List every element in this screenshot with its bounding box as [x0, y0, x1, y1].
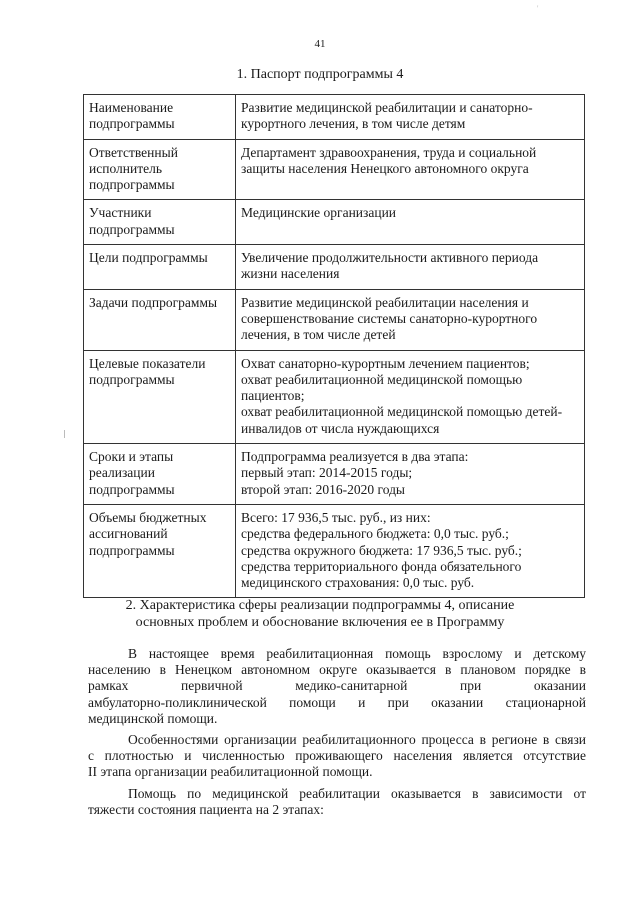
passport-label-line: подпрограммы	[89, 481, 175, 497]
passport-value-line: Подпрограмма реализуется в два этапа:	[241, 449, 469, 465]
passport-value-cell	[236, 289, 585, 350]
passport-value-cell	[236, 245, 585, 290]
passport-row	[84, 139, 585, 200]
passport-value-line: совершенствование системы санаторно-курортного	[241, 310, 538, 326]
passport-value-line: средства территориального фонда обязательного	[241, 558, 522, 574]
passport-table	[83, 94, 585, 598]
passport-label-cell	[84, 245, 236, 290]
passport-label-line: ассигнований	[89, 526, 168, 542]
passport-value-cell	[236, 444, 585, 505]
passport-row	[84, 95, 585, 140]
passport-value-line: защиты населения Ненецкого автономного округа	[241, 160, 529, 176]
passport-value-line: средства окружного бюджета: 17 936,5 тыс. руб.;	[241, 542, 522, 558]
body-text	[88, 646, 586, 823]
passport-value-line: лечения, в том числе детей	[241, 327, 396, 343]
passport-label-cell	[84, 139, 236, 200]
passport-label-line: подпрограммы	[89, 116, 175, 132]
paragraph-line: В настоящее время реабилитационная помощь взрослому и детскому	[128, 646, 586, 661]
scan-mark: '	[537, 4, 539, 13]
passport-label-cell	[84, 95, 236, 140]
passport-value-line: медицинского страхования: 0,0 тыс. руб.	[241, 575, 475, 591]
passport-label-cell	[84, 200, 236, 245]
passport-value-line: охват реабилитационной медицинской помощью детей-	[241, 404, 563, 420]
passport-label-line: подпрограммы	[89, 371, 175, 387]
passport-label-line: Объемы бюджетных	[89, 509, 207, 525]
passport-label-line: Цели подпрограммы	[89, 250, 208, 266]
passport-value-line: охват реабилитационной медицинской помощью	[241, 371, 523, 387]
passport-label-cell	[84, 444, 236, 505]
body-paragraph	[88, 732, 586, 781]
margin-mark	[64, 430, 65, 438]
passport-value-line: Охват санаторно-курортным лечением пациентов;	[241, 355, 530, 371]
passport-label-line: подпрограммы	[89, 221, 175, 237]
section-2-title	[0, 597, 640, 631]
passport-value-line: пациентов;	[241, 388, 305, 404]
body-paragraph	[88, 786, 586, 818]
passport-label-line: подпрограммы	[89, 177, 175, 193]
passport-value-line: средства федерального бюджета: 0,0 тыс. руб.;	[241, 526, 509, 542]
passport-row	[84, 350, 585, 443]
passport-label-line: подпрограммы	[89, 542, 175, 558]
passport-value-cell	[236, 350, 585, 443]
paragraph-line: Особенностями организации реабилитационного процесса в регионе в связи	[128, 732, 586, 748]
passport-value-cell	[236, 139, 585, 200]
passport-value-cell	[236, 95, 585, 140]
passport-value-line: первый этап: 2014-2015 годы;	[241, 465, 413, 481]
passport-row	[84, 245, 585, 290]
paragraph-line: медицинской помощи.	[88, 710, 218, 726]
passport-label-cell	[84, 504, 236, 597]
passport-label-line: Наименование	[89, 100, 174, 115]
paragraph-line: Помощь по медицинской реабилитации оказывается в зависимости от	[128, 785, 586, 801]
passport-value-line: Департамент здравоохранения, труда и социальной	[241, 144, 537, 160]
passport-value-line: жизни населения	[241, 266, 340, 282]
passport-label-line: Сроки и этапы	[89, 449, 174, 465]
paragraph-line: рамках первичной медико-санитарной при оказании	[88, 678, 586, 694]
page-number: 41	[314, 38, 326, 50]
passport-label-line: Участники	[89, 205, 152, 221]
passport-label-line: Задачи подпрограммы	[89, 294, 218, 310]
section-2-title-line: 2. Характеристика сферы реализации подпрограммы 4, описание	[125, 598, 515, 613]
passport-label-line: реализации	[89, 465, 155, 481]
passport-value-line: инвалидов от числа нуждающихся	[241, 420, 440, 436]
passport-row	[84, 200, 585, 245]
passport-value-cell	[236, 504, 585, 597]
passport-value-line: Медицинские организации	[241, 205, 397, 221]
paragraph-line: населению в Ненецком автономном округе оказывается в плановом порядке в	[88, 662, 586, 678]
passport-row	[84, 444, 585, 505]
passport-label-line: Целевые показатели	[89, 355, 206, 371]
paragraph-line: тяжести состояния пациента на 2 этапах:	[88, 801, 324, 817]
passport-value-line: курортного лечения, в том числе детям	[241, 116, 466, 132]
paragraph-line: амбулаторно-поликлинической помощи и при оказании стационарной	[88, 694, 586, 710]
section-2-title-line: основных проблем и обоснование включения ее в Программу	[135, 615, 505, 630]
passport-value-line: Развитие медицинской реабилитации и санаторно-	[241, 100, 533, 115]
section-1-title: 1. Паспорт подпрограммы 4	[236, 67, 404, 82]
passport-row	[84, 289, 585, 350]
passport-label-cell	[84, 350, 236, 443]
paragraph-line: с плотностью и численностью проживающего населения является отсутствие	[88, 748, 586, 764]
passport-row	[84, 504, 585, 597]
passport-value-line: второй этап: 2016-2020 годы	[241, 481, 406, 497]
passport-label-line: Ответственный	[89, 144, 178, 160]
passport-label-cell	[84, 289, 236, 350]
passport-label-line: исполнитель	[89, 160, 162, 176]
paragraph-line: II этапа организации реабилитационной помощи.	[88, 764, 373, 780]
body-paragraph	[88, 646, 586, 727]
passport-value-line: Развитие медицинской реабилитации населения и	[241, 294, 529, 310]
passport-value-line: Увеличение продолжительности активного периода	[241, 250, 539, 266]
passport-value-line: Всего: 17 936,5 тыс. руб., из них:	[241, 509, 431, 525]
passport-value-cell	[236, 200, 585, 245]
